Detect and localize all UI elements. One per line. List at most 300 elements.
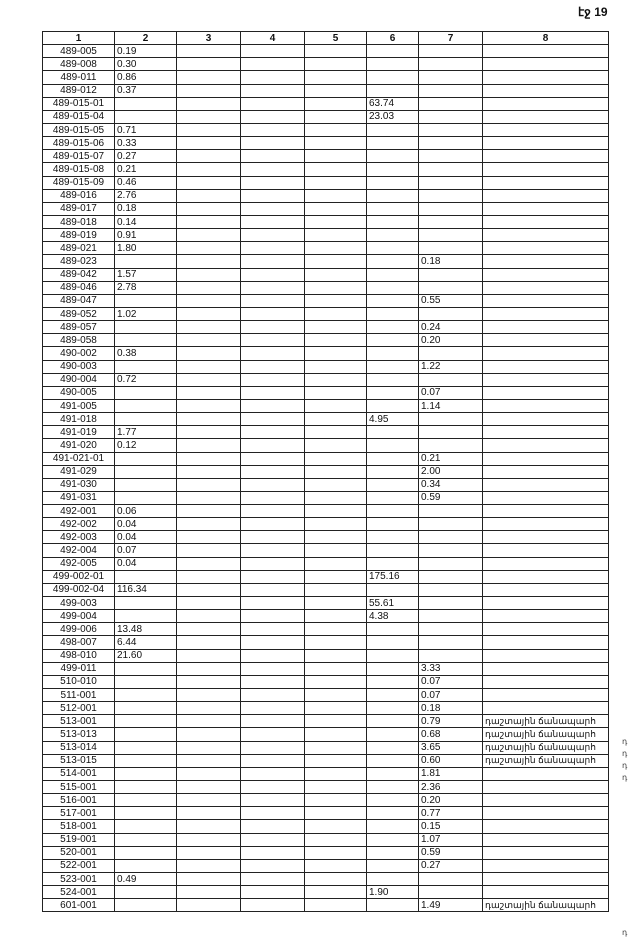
cell-col-2: 2.76	[115, 189, 177, 202]
cell-col-4	[241, 662, 305, 675]
table-row	[43, 123, 609, 136]
cell-col-6	[367, 426, 419, 439]
cell-col-7: 1.14	[419, 399, 483, 412]
cell-col-5	[305, 649, 367, 662]
cell-col-3	[177, 426, 241, 439]
cell-col-7: 0.21	[419, 452, 483, 465]
cell-col-2	[115, 833, 177, 846]
cell-col-4	[241, 610, 305, 623]
cell-col-6	[367, 45, 419, 58]
cell-col-2: 0.91	[115, 229, 177, 242]
cell-col-5	[305, 702, 367, 715]
cell-col-8	[483, 820, 609, 833]
table-row	[43, 215, 609, 228]
cell-col-3	[177, 675, 241, 688]
cell-col-1: 498-007	[43, 636, 115, 649]
cell-col-4	[241, 899, 305, 912]
cell-col-7	[419, 886, 483, 899]
table-row	[43, 281, 609, 294]
cell-col-7: 0.07	[419, 675, 483, 688]
table-row	[43, 452, 609, 465]
cell-col-4	[241, 150, 305, 163]
cell-col-6: 4.95	[367, 413, 419, 426]
cell-col-5	[305, 45, 367, 58]
cell-col-2: 0.30	[115, 58, 177, 71]
cell-col-3	[177, 794, 241, 807]
cell-col-8	[483, 597, 609, 610]
cell-col-6	[367, 452, 419, 465]
cell-col-7: 0.07	[419, 386, 483, 399]
cell-col-8	[483, 84, 609, 97]
table-row	[43, 728, 609, 741]
cell-col-3	[177, 360, 241, 373]
cell-col-8	[483, 71, 609, 84]
cell-col-7	[419, 439, 483, 452]
cell-col-8	[483, 662, 609, 675]
cell-col-1: 489-015-06	[43, 137, 115, 150]
cell-col-1: 489-015-05	[43, 123, 115, 136]
cell-col-8	[483, 255, 609, 268]
cell-col-5	[305, 623, 367, 636]
cell-col-6	[367, 229, 419, 242]
cell-col-1: 524-001	[43, 886, 115, 899]
cell-col-8	[483, 833, 609, 846]
cell-col-7: 0.20	[419, 794, 483, 807]
cell-col-2	[115, 321, 177, 334]
table-row	[43, 334, 609, 347]
cell-col-6	[367, 531, 419, 544]
cell-col-4	[241, 478, 305, 491]
cell-col-5	[305, 307, 367, 320]
cell-col-1: 513-015	[43, 754, 115, 767]
cell-col-4	[241, 176, 305, 189]
cell-col-4	[241, 347, 305, 360]
cell-col-6	[367, 360, 419, 373]
cell-col-4	[241, 452, 305, 465]
cell-col-7	[419, 202, 483, 215]
cell-col-5	[305, 399, 367, 412]
cell-col-6	[367, 84, 419, 97]
table-row	[43, 702, 609, 715]
cell-col-5	[305, 675, 367, 688]
cell-col-4	[241, 321, 305, 334]
cell-col-4	[241, 202, 305, 215]
cell-col-4	[241, 794, 305, 807]
cell-col-3	[177, 728, 241, 741]
cell-col-1: 499-004	[43, 610, 115, 623]
table-row	[43, 610, 609, 623]
cell-col-4	[241, 58, 305, 71]
cell-col-7	[419, 610, 483, 623]
cell-col-8	[483, 886, 609, 899]
cell-col-4	[241, 334, 305, 347]
cell-col-4	[241, 728, 305, 741]
cell-col-7	[419, 281, 483, 294]
cell-col-4	[241, 294, 305, 307]
cell-col-8	[483, 163, 609, 176]
cell-col-5	[305, 321, 367, 334]
cell-col-4	[241, 255, 305, 268]
cell-col-6	[367, 820, 419, 833]
cell-col-3	[177, 886, 241, 899]
cell-col-4	[241, 531, 305, 544]
table-row	[43, 268, 609, 281]
cell-col-1: 510-010	[43, 675, 115, 688]
table-row	[43, 242, 609, 255]
cell-col-6	[367, 583, 419, 596]
cell-col-2: 0.12	[115, 439, 177, 452]
cell-col-2: 0.04	[115, 557, 177, 570]
cell-col-8	[483, 399, 609, 412]
cell-col-3	[177, 846, 241, 859]
table-row	[43, 675, 609, 688]
cell-col-3	[177, 820, 241, 833]
cell-col-6	[367, 833, 419, 846]
cell-col-5	[305, 781, 367, 794]
cell-col-1: 489-052	[43, 307, 115, 320]
cell-col-5	[305, 360, 367, 373]
cell-col-8	[483, 689, 609, 702]
table-row	[43, 741, 609, 754]
table-row	[43, 360, 609, 373]
cell-col-8	[483, 557, 609, 570]
column-header-8: 8	[483, 32, 609, 45]
cell-col-1: 489-012	[43, 84, 115, 97]
cell-col-4	[241, 373, 305, 386]
cell-col-7	[419, 531, 483, 544]
cell-col-7	[419, 373, 483, 386]
cell-col-8	[483, 386, 609, 399]
cell-col-2: 1.77	[115, 426, 177, 439]
cell-col-1: 490-004	[43, 373, 115, 386]
cell-col-7: 0.79	[419, 715, 483, 728]
cell-col-6	[367, 662, 419, 675]
cell-col-6	[367, 859, 419, 872]
cell-col-2: 0.49	[115, 873, 177, 886]
table-row	[43, 399, 609, 412]
cell-col-1: 513-014	[43, 741, 115, 754]
cell-col-8	[483, 97, 609, 110]
cell-col-8: դաշտային ճանապարհ	[483, 741, 609, 754]
cell-col-5	[305, 202, 367, 215]
cell-col-2	[115, 689, 177, 702]
cell-col-4	[241, 859, 305, 872]
cell-col-1: 489-005	[43, 45, 115, 58]
cell-col-1: 489-019	[43, 229, 115, 242]
cell-col-3	[177, 242, 241, 255]
cell-col-6	[367, 702, 419, 715]
cell-col-4	[241, 557, 305, 570]
cell-col-2: 13.48	[115, 623, 177, 636]
cell-col-7	[419, 623, 483, 636]
table-row	[43, 505, 609, 518]
cell-col-2	[115, 820, 177, 833]
cell-col-1: 489-017	[43, 202, 115, 215]
cell-col-8: դաշտային ճանապարհ	[483, 728, 609, 741]
cell-col-1: 520-001	[43, 846, 115, 859]
cell-col-6: 1.90	[367, 886, 419, 899]
cell-col-8	[483, 150, 609, 163]
cell-col-4	[241, 137, 305, 150]
cell-col-6	[367, 478, 419, 491]
cell-col-7	[419, 189, 483, 202]
cell-col-1: 499-003	[43, 597, 115, 610]
table-row	[43, 413, 609, 426]
cell-col-1: 489-011	[43, 71, 115, 84]
cell-col-1: 489-015-08	[43, 163, 115, 176]
table-row	[43, 715, 609, 728]
cell-col-2: 21.60	[115, 649, 177, 662]
cell-col-2: 0.86	[115, 71, 177, 84]
cell-col-1: 515-001	[43, 781, 115, 794]
cell-col-3	[177, 439, 241, 452]
cell-col-1: 516-001	[43, 794, 115, 807]
cell-col-1: 513-013	[43, 728, 115, 741]
cell-col-1: 499-006	[43, 623, 115, 636]
cell-col-2: 0.21	[115, 163, 177, 176]
header-row	[43, 32, 609, 45]
cell-col-1: 491-005	[43, 399, 115, 412]
cell-col-8	[483, 675, 609, 688]
cell-col-6: 23.03	[367, 110, 419, 123]
cell-col-8	[483, 439, 609, 452]
cell-col-4	[241, 439, 305, 452]
cell-col-4	[241, 505, 305, 518]
cell-col-4	[241, 45, 305, 58]
cell-col-7	[419, 163, 483, 176]
cell-col-4	[241, 846, 305, 859]
cell-col-5	[305, 176, 367, 189]
cell-col-7: 0.07	[419, 689, 483, 702]
cell-col-6	[367, 58, 419, 71]
table-row	[43, 794, 609, 807]
cell-col-1: 513-001	[43, 715, 115, 728]
cell-col-7: 0.15	[419, 820, 483, 833]
cell-col-3	[177, 767, 241, 780]
cell-col-6	[367, 505, 419, 518]
cell-col-6	[367, 767, 419, 780]
cell-col-2	[115, 728, 177, 741]
cell-col-3	[177, 215, 241, 228]
cell-col-5	[305, 728, 367, 741]
cell-col-5	[305, 58, 367, 71]
table-row	[43, 229, 609, 242]
cell-col-6	[367, 307, 419, 320]
cell-col-4	[241, 675, 305, 688]
table-row	[43, 754, 609, 767]
table-row	[43, 491, 609, 504]
cell-col-5	[305, 413, 367, 426]
cell-col-3	[177, 189, 241, 202]
cell-col-8	[483, 137, 609, 150]
cell-col-3	[177, 202, 241, 215]
cell-col-3	[177, 307, 241, 320]
cell-col-5	[305, 636, 367, 649]
table-row	[43, 176, 609, 189]
cell-col-6	[367, 150, 419, 163]
cell-col-4	[241, 110, 305, 123]
cell-col-4	[241, 570, 305, 583]
cell-col-6	[367, 636, 419, 649]
cell-col-7: 2.00	[419, 465, 483, 478]
cell-col-3	[177, 373, 241, 386]
cell-col-8	[483, 268, 609, 281]
cell-col-4	[241, 820, 305, 833]
cell-col-7: 0.18	[419, 702, 483, 715]
cell-col-3	[177, 689, 241, 702]
cell-col-2: 0.06	[115, 505, 177, 518]
cell-col-1: 492-002	[43, 518, 115, 531]
cell-col-2	[115, 597, 177, 610]
cell-col-3	[177, 583, 241, 596]
cell-col-2	[115, 386, 177, 399]
cell-col-4	[241, 426, 305, 439]
cell-col-7	[419, 597, 483, 610]
cell-col-6	[367, 386, 419, 399]
cell-col-2	[115, 399, 177, 412]
cell-col-7: 1.22	[419, 360, 483, 373]
cell-col-2	[115, 741, 177, 754]
cell-col-5	[305, 557, 367, 570]
cell-col-5	[305, 531, 367, 544]
cell-col-2: 0.37	[115, 84, 177, 97]
table-row	[43, 255, 609, 268]
cell-col-1: 518-001	[43, 820, 115, 833]
cell-col-6	[367, 163, 419, 176]
cell-col-6	[367, 491, 419, 504]
table-row	[43, 873, 609, 886]
cell-col-8	[483, 807, 609, 820]
cell-col-4	[241, 544, 305, 557]
cell-col-8	[483, 360, 609, 373]
cell-col-3	[177, 557, 241, 570]
cell-col-5	[305, 767, 367, 780]
cell-col-6	[367, 373, 419, 386]
column-header-3: 3	[177, 32, 241, 45]
cell-col-4	[241, 807, 305, 820]
cell-col-2	[115, 781, 177, 794]
cell-col-5	[305, 833, 367, 846]
cell-col-4	[241, 689, 305, 702]
cell-col-1: 489-042	[43, 268, 115, 281]
cell-col-5	[305, 570, 367, 583]
cell-col-8: դաշտային ճանապարհ	[483, 899, 609, 912]
cell-col-4	[241, 623, 305, 636]
cell-col-6	[367, 649, 419, 662]
cell-col-8	[483, 347, 609, 360]
cell-col-6	[367, 281, 419, 294]
cell-col-7	[419, 649, 483, 662]
cell-col-3	[177, 84, 241, 97]
cell-col-3	[177, 294, 241, 307]
cell-col-5	[305, 268, 367, 281]
cell-col-4	[241, 518, 305, 531]
cell-col-2: 0.07	[115, 544, 177, 557]
cell-col-4	[241, 242, 305, 255]
table-row	[43, 465, 609, 478]
cell-col-6	[367, 176, 419, 189]
cell-col-5	[305, 465, 367, 478]
cell-col-1: 491-030	[43, 478, 115, 491]
cell-col-3	[177, 97, 241, 110]
cell-col-4	[241, 413, 305, 426]
column-header-6: 6	[367, 32, 419, 45]
cell-col-2	[115, 294, 177, 307]
column-header-7: 7	[419, 32, 483, 45]
table-row	[43, 597, 609, 610]
cell-col-1: 499-002-04	[43, 583, 115, 596]
cell-col-7: 0.18	[419, 255, 483, 268]
table-row	[43, 439, 609, 452]
cell-col-5	[305, 255, 367, 268]
cell-col-8	[483, 58, 609, 71]
cell-col-8	[483, 702, 609, 715]
cell-col-3	[177, 334, 241, 347]
cell-col-8	[483, 505, 609, 518]
cell-col-5	[305, 386, 367, 399]
cell-col-3	[177, 754, 241, 767]
cell-col-6	[367, 741, 419, 754]
table-row	[43, 689, 609, 702]
cell-col-7	[419, 215, 483, 228]
cell-col-8	[483, 636, 609, 649]
cell-col-7: 0.60	[419, 754, 483, 767]
cell-col-4	[241, 636, 305, 649]
cell-col-2: 2.78	[115, 281, 177, 294]
margin-mark: դ	[622, 749, 628, 758]
cell-col-2	[115, 662, 177, 675]
cell-col-8	[483, 373, 609, 386]
cell-col-4	[241, 649, 305, 662]
cell-col-5	[305, 215, 367, 228]
table-row	[43, 150, 609, 163]
cell-col-8	[483, 531, 609, 544]
cell-col-4	[241, 84, 305, 97]
cell-col-7: 3.65	[419, 741, 483, 754]
cell-col-6	[367, 202, 419, 215]
cell-col-8	[483, 544, 609, 557]
table-row	[43, 478, 609, 491]
cell-col-6: 55.61	[367, 597, 419, 610]
cell-col-7	[419, 123, 483, 136]
cell-col-6	[367, 689, 419, 702]
margin-mark: դ	[622, 737, 628, 746]
cell-col-5	[305, 110, 367, 123]
cell-col-7	[419, 557, 483, 570]
cell-col-7	[419, 137, 483, 150]
cell-col-8	[483, 123, 609, 136]
cell-col-2: 1.02	[115, 307, 177, 320]
cell-col-7	[419, 45, 483, 58]
cell-col-5	[305, 123, 367, 136]
cell-col-4	[241, 360, 305, 373]
cell-col-8	[483, 215, 609, 228]
cell-col-6	[367, 399, 419, 412]
table-row	[43, 58, 609, 71]
cell-col-3	[177, 465, 241, 478]
cell-col-8	[483, 781, 609, 794]
cell-col-1: 489-018	[43, 215, 115, 228]
cell-col-6	[367, 807, 419, 820]
cell-col-6: 4.38	[367, 610, 419, 623]
cell-col-2	[115, 754, 177, 767]
cell-col-2: 0.19	[115, 45, 177, 58]
cell-col-3	[177, 399, 241, 412]
cell-col-5	[305, 544, 367, 557]
table-row	[43, 71, 609, 84]
cell-col-8	[483, 413, 609, 426]
cell-col-3	[177, 229, 241, 242]
